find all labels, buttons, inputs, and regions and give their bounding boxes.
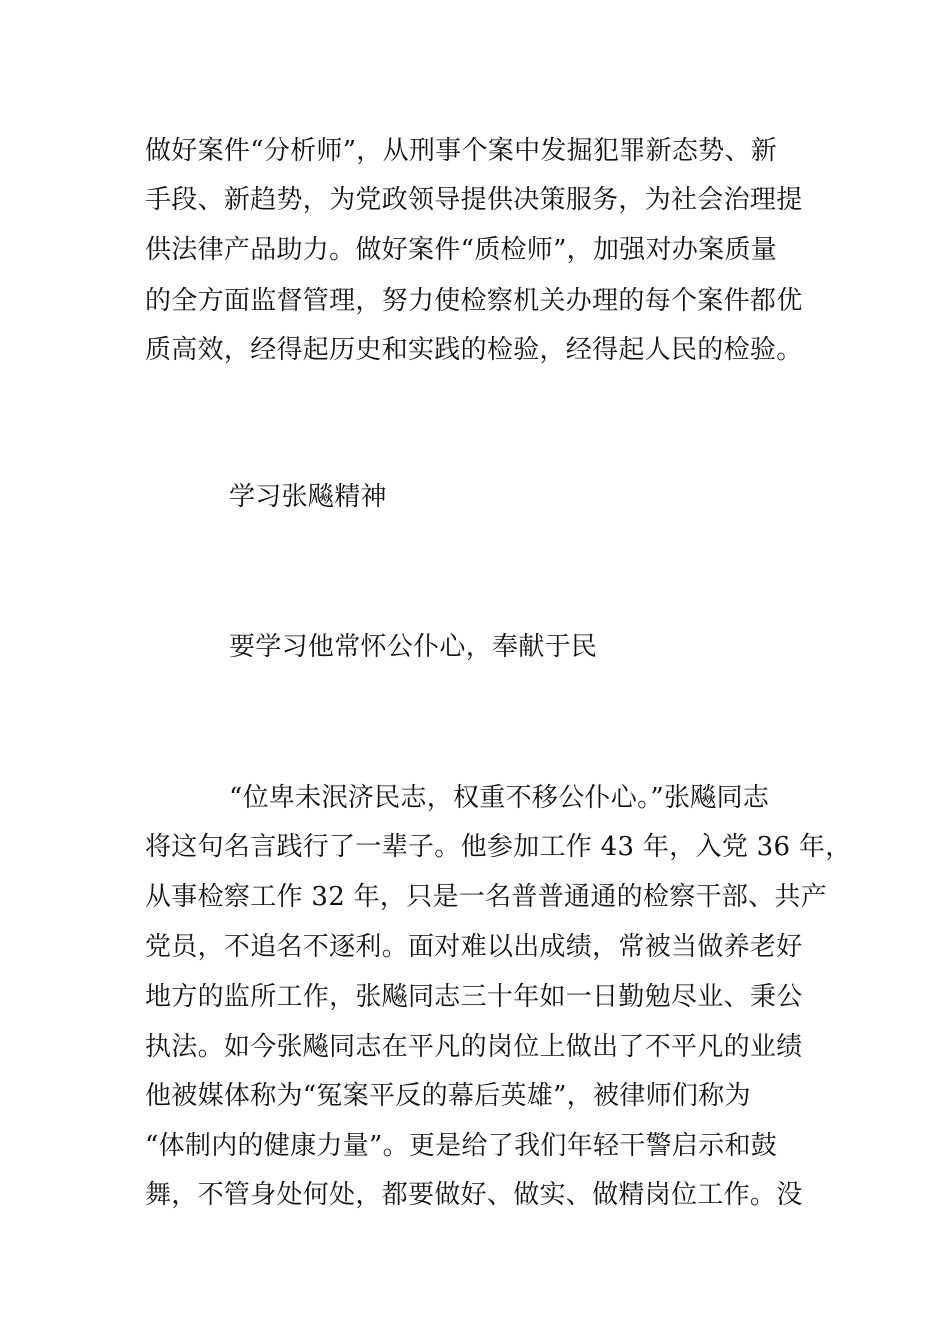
section-heading: 学习张飚精神 <box>229 482 387 512</box>
subsection-heading: 要学习他常怀公仆心，奉献于民 <box>229 632 598 662</box>
paragraph-2-line-6: 执法。如今张飚同志在平凡的岗位上做出了不平凡的业绩 <box>145 1032 803 1062</box>
paragraph-2-line-9: 舞，不管身处何处，都要做好、做实、做精岗位工作。没 <box>145 1180 803 1210</box>
paragraph-1-line-3: 供法律产品助力。做好案件“质检师”，加强对办案质量 <box>145 235 778 265</box>
paragraph-2-line-7: 他被媒体称为“冤案平反的幕后英雄”，被律师们称为 <box>145 1081 751 1111</box>
paragraph-1-line-1: 做好案件“分析师”，从刑事个案中发掘犯罪新态势、新 <box>145 136 778 166</box>
paragraph-2-line-1: “位卑未泯济民志，权重不移公仆心。”张飚同志 <box>229 783 770 813</box>
paragraph-2-line-2: 将这句名言践行了一辈子。他参加工作 43 年，入党 36 年， <box>145 832 852 862</box>
paragraph-2-line-5: 地方的监所工作，张飚同志三十年如一日勤勉尽业、秉公 <box>145 982 803 1012</box>
paragraph-2-line-3: 从事检察工作 32 年，只是一名普普通通的检察干部、共产 <box>145 882 828 912</box>
paragraph-2-line-8: “体制内的健康力量”。更是给了我们年轻干警启示和鼓 <box>145 1131 778 1161</box>
paragraph-1-line-2: 手段、新趋势，为党政领导提供决策服务，为社会治理提 <box>145 185 803 215</box>
paragraph-1-line-5: 质高效，经得起历史和实践的检验，经得起人民的检验。 <box>145 335 803 365</box>
paragraph-2-line-4: 党员，不追名不逐利。面对难以出成绩，常被当做养老好 <box>145 932 803 962</box>
paragraph-1-line-4: 的全方面监督管理，努力使检察机关办理的每个案件都优 <box>145 286 803 316</box>
